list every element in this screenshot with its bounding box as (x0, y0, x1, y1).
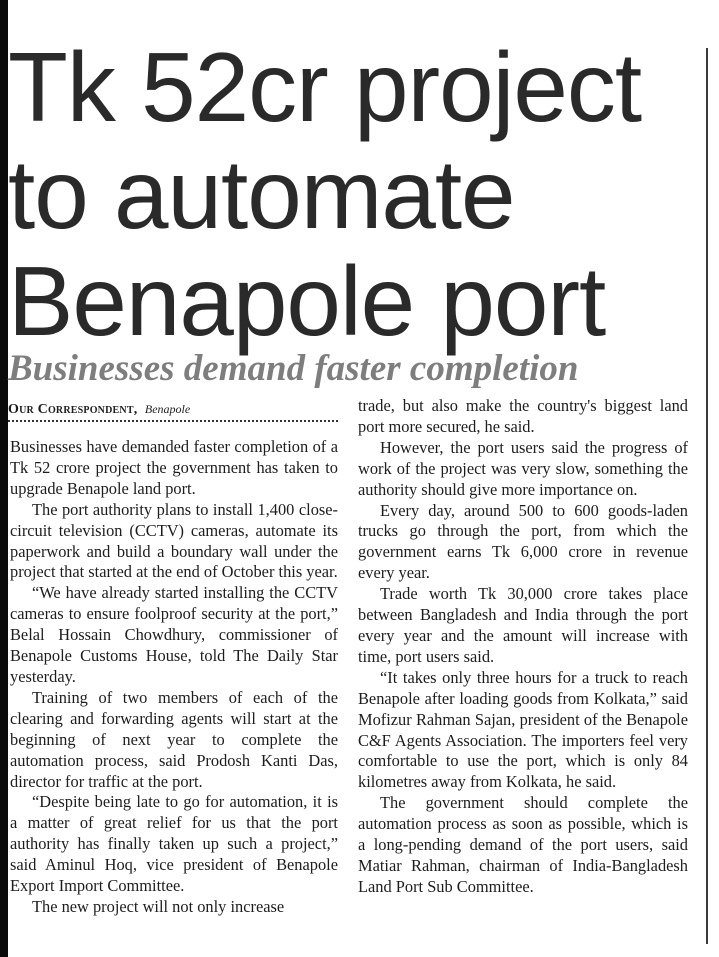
paragraph: “Despite being late to go for automation, it is a matter of great relief for us that the port authority has finally taken up such a project,” said Aminul Hoq, vice president of Benapole Export Import Committee. (10, 792, 338, 896)
paragraph: However, the port users said the progress of work of the project was very slow, something the authority should give more importance on. (358, 437, 688, 499)
headline-line-1: Tk 52cr project (8, 32, 642, 142)
byline (8, 400, 338, 419)
headline-line-3: Benapole port (8, 246, 606, 356)
paragraph: “It takes only three hours for a truck to reach Benapole after loading goods from Kolkata,” said Mofizur Rahman Sajan, president of the Benapole C&F Agents Association. The importers feel very comfortable to use the port, which is only 84 kilometres away from Kolkata, he said. (358, 667, 688, 792)
paragraph: trade, but also make the country's biggest land port more secured, he said. (358, 396, 688, 436)
article-subheadline: Businesses demand faster completion (8, 348, 579, 389)
paragraph: “We have already started installing the CCTV cameras to ensure foolproof security at the port,” Belal Hossain Chowdhury, commissioner of Benapole Customs House, told The Daily Star yesterday. (10, 583, 338, 686)
paragraph: Businesses have demanded faster completion of a Tk 52 crore project the government has taken to upgrade Benapole land port. (10, 437, 338, 498)
byline-divider (8, 420, 338, 422)
paragraph: The port authority plans to install 1,400 close-circuit television (CCTV) cameras, automate its paperwork and build a boundary wall under the project that started at the end of October this year. (10, 499, 338, 582)
paragraph: The government should complete the automation process as soon as possible, which is a long-pending demand of the port users, said Matiar Rahman, chairman of India-Bangladesh Land Port Sub Committee. (358, 793, 688, 896)
paragraph: Trade worth Tk 30,000 crore takes place between Bangladesh and India through the port every year and the amount will increase with time, port users said. (358, 584, 688, 666)
paragraph: The new project will not only increase (32, 896, 285, 916)
byline-location: Benapole (144, 402, 191, 416)
article-column-right (358, 396, 688, 898)
paragraph: Every day, around 500 to 600 goods-laden trucks go through the port, from which the government earns Tk 6,000 crore in revenue every year. (358, 500, 688, 583)
article-column-left (10, 437, 338, 918)
paragraph: Training of two members of each of the clearing and forwarding agents will start at the beginning of next year to complete the automation process, said Prodosh Kanti Das, director for traffic at the port. (10, 687, 338, 791)
byline-author: Our Correspondent, (8, 402, 138, 417)
article-headline (8, 34, 708, 355)
headline-line-2: to automate (8, 139, 515, 249)
scan-edge-left (0, 0, 8, 957)
